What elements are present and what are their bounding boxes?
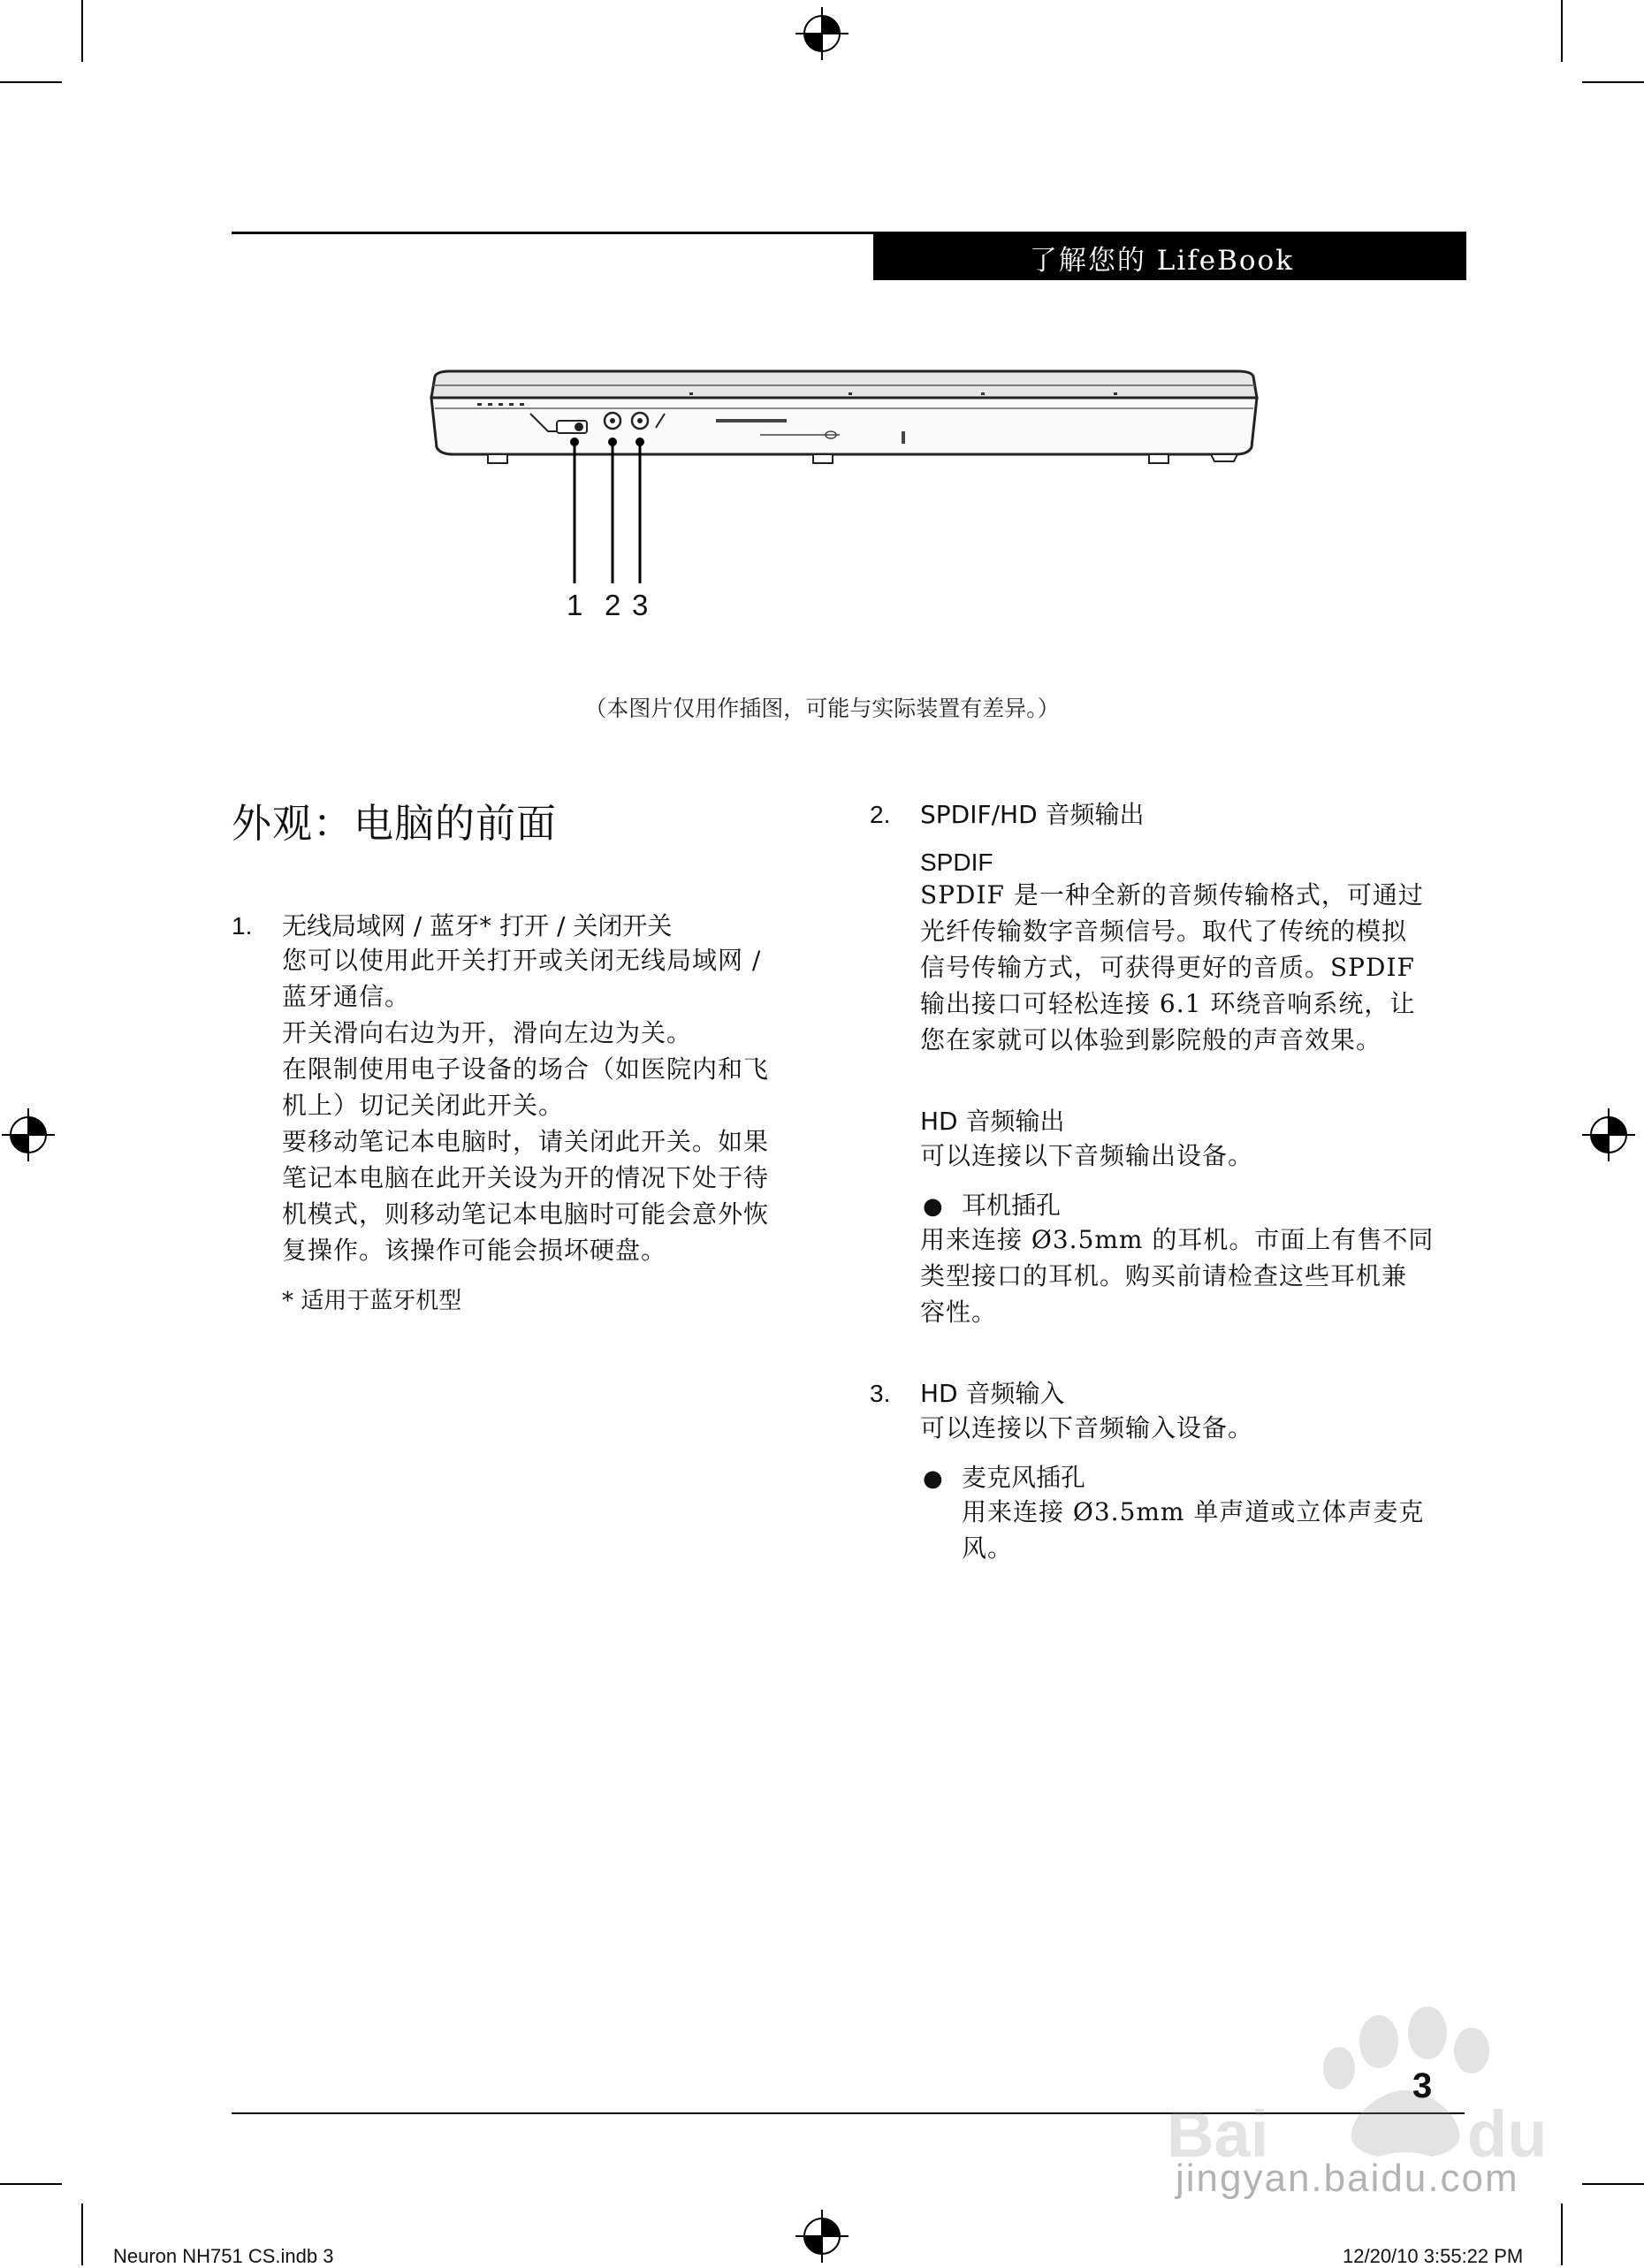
item-2-heading	[870, 795, 1471, 831]
item-3-title: HD 音频输入	[920, 1379, 1065, 1408]
crop-mark	[0, 81, 62, 83]
running-header-title: 了解您的 LifeBook	[1029, 244, 1294, 277]
microphone-line: 用来连接 Ø3.5mm 单声道或立体声麦克	[962, 1497, 1425, 1526]
item-1-line: 蓝牙通信。	[282, 982, 411, 1011]
item-1-line: 开关滑向右边为开，滑向左边为关。	[282, 1018, 693, 1047]
svg-text:du: du	[1467, 2097, 1548, 2171]
headphone-line: 容性。	[920, 1298, 998, 1327]
left-column	[232, 791, 833, 1315]
item-1-line: 笔记本电脑在此开关设为开的情况下处于待	[282, 1163, 770, 1192]
svg-text:Bai: Bai	[1167, 2097, 1269, 2171]
item-1-title: 无线局域网 / 蓝牙* 打开 / 关闭开关	[282, 911, 673, 940]
microphone-jack-title: 麦克风插孔	[962, 1463, 1086, 1492]
callout-2: 2	[605, 589, 621, 621]
registration-mark-left	[2, 1108, 55, 1161]
item-1-heading	[232, 907, 833, 942]
item-1-line: 机上）切记关闭此开关。	[282, 1091, 565, 1120]
item-1-line: 要移动笔记本电脑时，请关闭此开关。如果	[282, 1127, 770, 1156]
bullet-icon: ●	[923, 1193, 943, 1220]
crop-mark	[81, 0, 83, 62]
microphone-line: 风。	[962, 1534, 1014, 1563]
callout-3: 3	[632, 589, 649, 621]
crop-mark	[0, 2183, 62, 2185]
item-2-title: SPDIF/HD 音频输出	[920, 800, 1145, 829]
item-1-body	[232, 942, 833, 1268]
crop-mark	[1561, 0, 1563, 62]
headphone-jack-body	[870, 1222, 1471, 1330]
registration-mark-right	[1582, 1108, 1635, 1161]
item-3-number: 3.	[870, 1380, 891, 1407]
right-column	[870, 795, 1471, 1566]
running-header	[873, 234, 1466, 280]
item-2-number: 2.	[870, 801, 891, 828]
item-3-heading	[870, 1374, 1471, 1410]
hd-input-intro: 可以连接以下音频输入设备。	[920, 1413, 1254, 1442]
spdif-line: 光纤传输数字音频信号。取代了传统的模拟	[920, 917, 1408, 946]
microphone-jack-heading	[870, 1458, 1471, 1494]
headphone-jack-heading	[870, 1186, 1471, 1222]
print-slug-filename: Neuron NH751 CS.indb 3	[113, 2245, 334, 2267]
section-title: 外观：电脑的前面	[232, 800, 558, 847]
laptop-front-illustration	[424, 369, 1264, 467]
watermark-text: jingyan.baidu.com	[1176, 2157, 1519, 2200]
hd-output-intro: 可以连接以下音频输出设备。	[920, 1141, 1254, 1170]
item-1-line: 机模式，则移动笔记本电脑时可能会意外恢	[282, 1199, 770, 1229]
crop-mark	[1582, 2183, 1644, 2185]
callout-1: 1	[567, 589, 583, 621]
page-number: 3	[1412, 2066, 1433, 2105]
item-1-line: 在限制使用电子设备的场合（如医院内和飞	[282, 1054, 770, 1084]
print-slug-timestamp: 12/20/10 3:55:22 PM	[1343, 2245, 1524, 2267]
bluetooth-footnote: * 适用于蓝牙机型	[282, 1288, 462, 1314]
item-1-number: 1.	[232, 912, 253, 940]
spdif-line: SPDIF 是一种全新的音频传输格式，可通过	[920, 880, 1424, 909]
figure-caption: （本图片仅用作插图，可能与实际装置有差异。）	[584, 696, 1060, 721]
hd-output-subtitle: HD 音频输出	[920, 1107, 1065, 1136]
spdif-subtitle: SPDIF	[920, 849, 993, 876]
registration-mark-top	[795, 7, 849, 60]
item-1-line: 复操作。该操作可能会损坏硬盘。	[282, 1236, 667, 1265]
registration-mark-bottom	[795, 2210, 849, 2263]
crop-mark	[81, 2203, 83, 2265]
bullet-icon: ●	[923, 1465, 943, 1492]
spdif-line: 您在家就可以体验到影院般的声音效果。	[920, 1025, 1382, 1054]
spdif-line: 输出接口可轻松连接 6.1 环绕音响系统，让	[920, 989, 1416, 1018]
crop-mark	[1582, 81, 1644, 83]
headphone-jack-title: 耳机插孔	[962, 1191, 1062, 1220]
spdif-line: 信号传输方式，可获得更好的音质。SPDIF	[920, 953, 1415, 982]
headphone-line: 用来连接 Ø3.5mm 的耳机。市面上有售不同	[920, 1225, 1435, 1254]
item-1-line: 您可以使用此开关打开或关闭无线局域网 /	[282, 946, 762, 975]
microphone-jack-body	[870, 1494, 1471, 1566]
callout-leaders	[566, 438, 672, 588]
spdif-body	[870, 877, 1471, 1058]
headphone-line: 类型接口的耳机。购买前请检查这些耳机兼	[920, 1261, 1408, 1290]
